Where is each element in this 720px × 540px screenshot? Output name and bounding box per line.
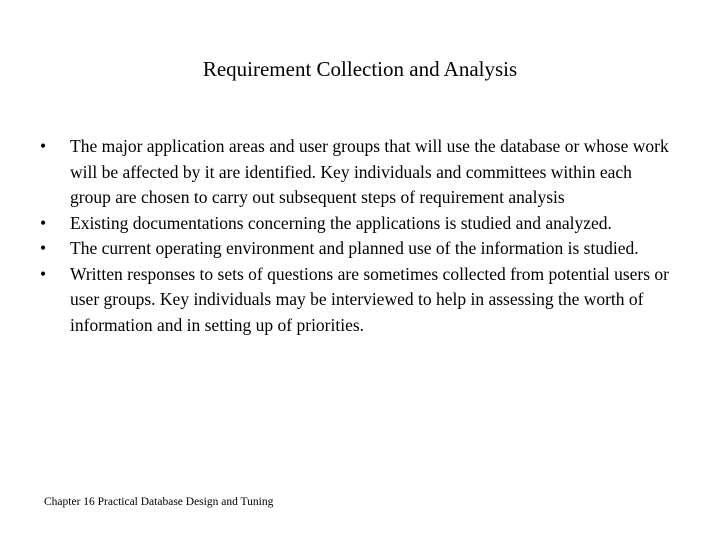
bullet-text: Written responses to sets of questions are sometimes collected from potential users or user groups. Key individuals may be interviewed to help in assessing the worth of information and in setting up of priorities. xyxy=(70,263,670,335)
bullet-item xyxy=(40,211,676,237)
bullet-marker: • xyxy=(40,238,47,258)
bullet-marker: • xyxy=(40,263,47,284)
slide-title: Requirement Collection and Analysis xyxy=(202,57,518,81)
footer-chapter-label: Chapter 16 Practical Database Design and Tuning xyxy=(44,496,274,508)
bullet-text: The major application areas and user groups that will use the database or whose work will be affected by it are identified. Key individuals and committees within each group are chosen to carry out subsequent steps of requirement analysis xyxy=(70,136,669,207)
bullet-text: Existing documentations concerning the applications is studied and analyzed. xyxy=(70,212,612,233)
bullet-item xyxy=(40,236,676,262)
bullet-marker: • xyxy=(40,212,47,233)
bullet-item xyxy=(40,262,676,339)
bullet-item xyxy=(40,134,676,211)
bullet-marker: • xyxy=(40,136,47,156)
bullet-list xyxy=(40,134,676,338)
bullet-text: The current operating environment and planned use of the information is studied. xyxy=(70,238,639,258)
